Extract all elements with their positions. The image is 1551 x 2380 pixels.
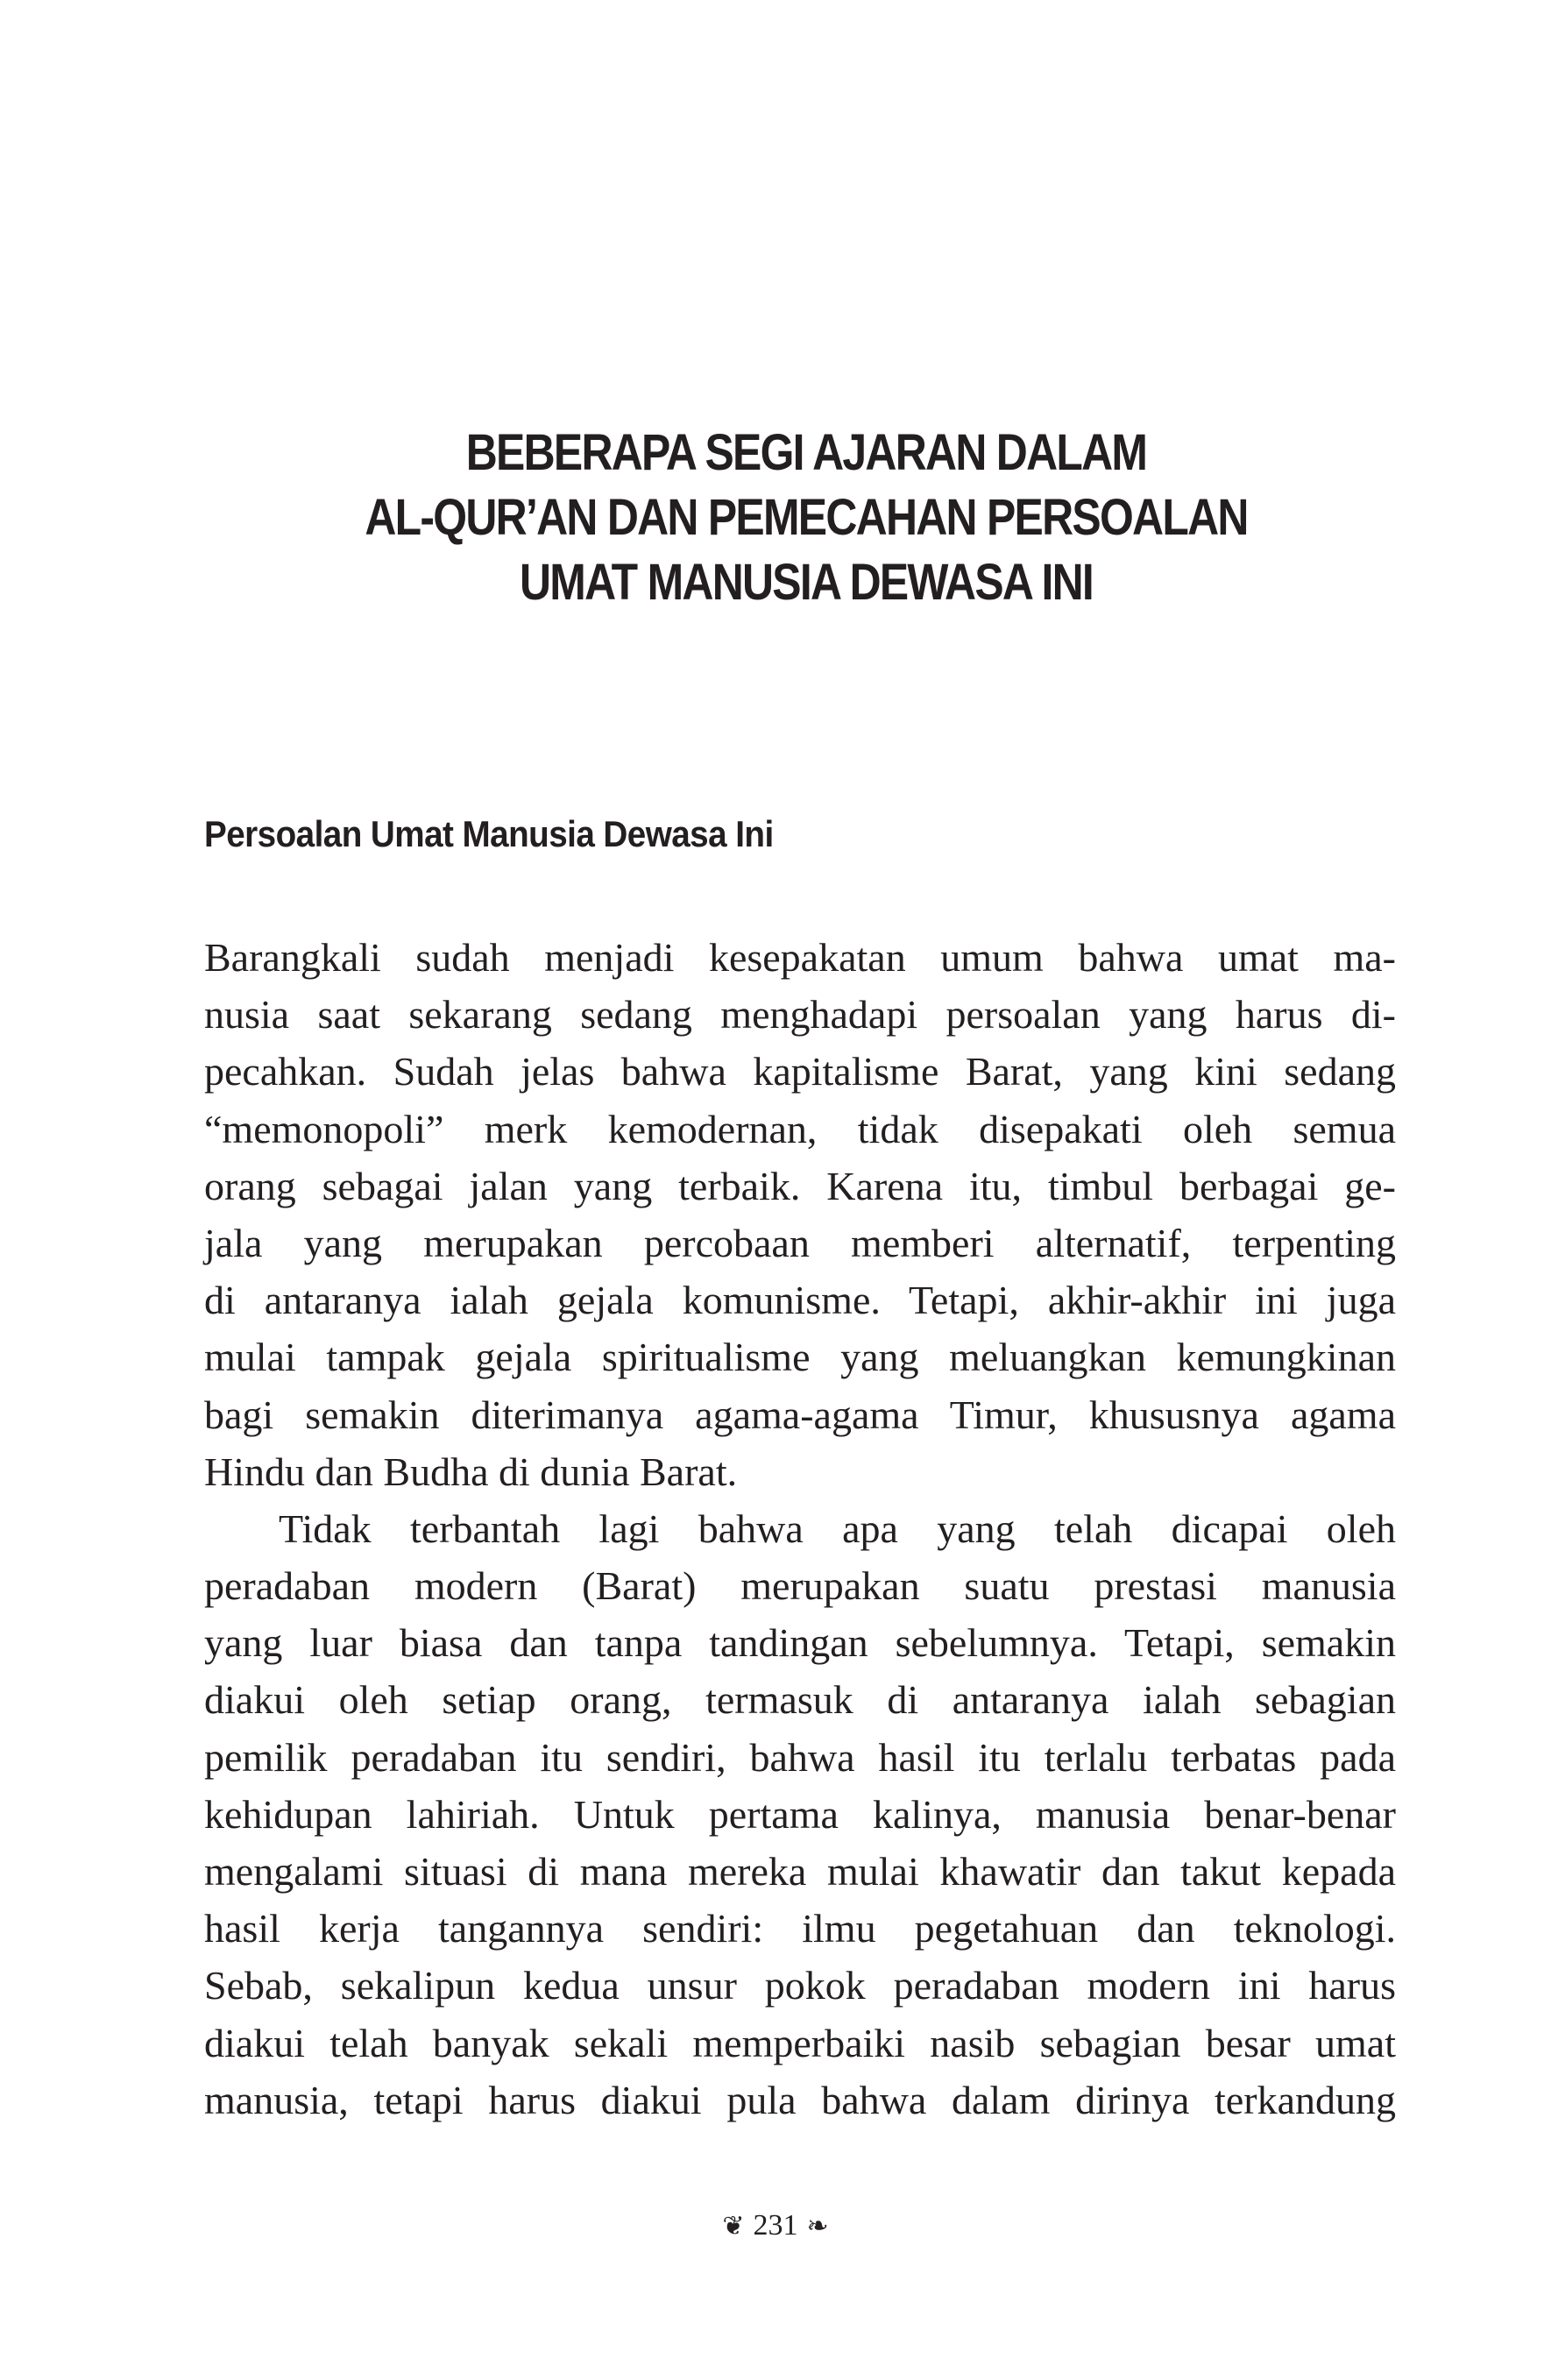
text-line: Tidak terbantah lagi bahwa apa yang telah dicapai oleh — [279, 1505, 1396, 1551]
left-ornament-icon: ❦ — [722, 2212, 745, 2241]
text-line: manusia, tetapi harus diakui pula bahwa dalam dirinya terkandung — [204, 2077, 1396, 2122]
paragraph-1 — [204, 929, 1396, 1500]
text-line: peradaban modern (Barat) merupakan suatu prestasi manusia — [204, 1563, 1396, 1609]
body-text — [204, 929, 1396, 2129]
text-line: mengalami situasi di mana mereka mulai khawatir dan takut kepada — [204, 1849, 1396, 1894]
text-line: diakui telah banyak sekali memperbaiki nasib sebagian besar umat — [204, 2020, 1396, 2065]
text-line: diakui oleh setiap orang, termasuk di antaranya ialah sebagian — [204, 1677, 1396, 1723]
text-line: bagi semakin diterimanya agama-agama Timur, khususnya agama — [204, 1392, 1396, 1437]
text-line: hasil kerja tangannya sendiri: ilmu pegetahuan dan teknologi. — [204, 1906, 1396, 1951]
text-line: yang luar biasa dan tanpa tandingan sebelumnya. Tetapi, semakin — [204, 1620, 1396, 1666]
page-number: 231 — [753, 2209, 798, 2242]
text-line: pecahkan. Sudah jelas bahwa kapitalisme Barat, yang kini sedang — [204, 1049, 1396, 1094]
text-line: kehidupan lahiriah. Untuk pertama kalinya, manusia benar-benar — [204, 1791, 1396, 1837]
chapter-title-line: UMAT MANUSIA DEWASA INI — [519, 554, 1094, 611]
page-folio — [0, 2206, 1551, 2246]
text-line: Barangkali sudah menjadi kesepakatan umum bahwa umat ma- — [204, 935, 1396, 980]
right-ornament-icon: ❧ — [806, 2212, 829, 2241]
text-line: Hindu dan Budha di dunia Barat. — [204, 1449, 738, 1494]
text-line: pemilik peradaban itu sendiri, bahwa hasil itu terlalu terbatas pada — [204, 1734, 1396, 1780]
chapter-title — [290, 421, 1322, 615]
text-line: “memonopoli” merk kemodernan, tidak disepakati oleh semua — [204, 1106, 1396, 1151]
text-line: jala yang merupakan percobaan memberi alternatif, terpenting — [204, 1220, 1396, 1265]
chapter-title-line: AL-QUR’AN DAN PEMECAHAN PERSOALAN — [365, 489, 1248, 546]
text-line: di antaranya ialah gejala komunisme. Tetapi, akhir-akhir ini juga — [204, 1278, 1396, 1323]
text-line: nusia saat sekarang sedang menghadapi persoalan yang harus di- — [204, 992, 1396, 1038]
paragraph-2 — [204, 1500, 1396, 2129]
text-line: orang sebagai jalan yang terbaik. Karena itu, timbul berbagai ge- — [204, 1163, 1396, 1208]
text-line: Sebab, sekalipun kedua unsur pokok peradaban modern ini harus — [204, 1963, 1396, 2008]
chapter-title-line: BEBERAPA SEGI AJARAN DALAM — [465, 424, 1147, 481]
section-heading: Persoalan Umat Manusia Dewasa Ini — [204, 813, 774, 854]
text-line: mulai tampak gejala spiritualisme yang meluangkan kemungkinan — [204, 1335, 1396, 1380]
